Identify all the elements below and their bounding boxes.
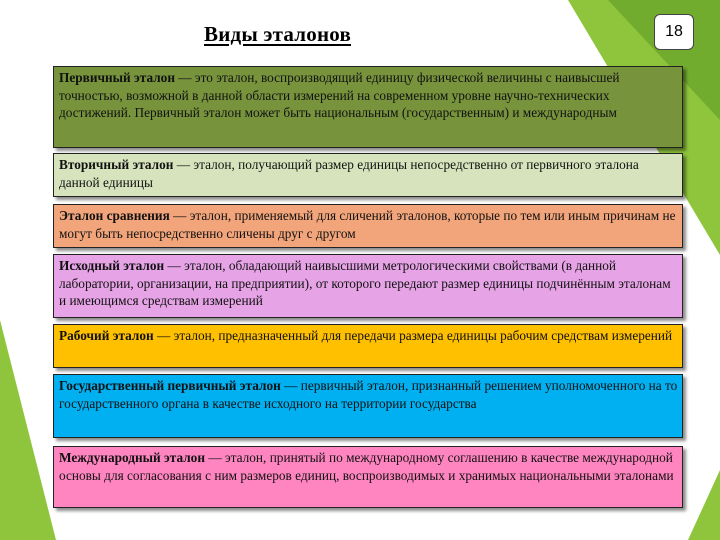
definition-term: Вторичный эталон [59,157,174,172]
definition-term: Государственный первичный эталон [59,378,281,393]
definition-text: — эталон, предназначенный для передачи размера единицы рабочим средствам измерений [153,328,673,343]
definition-term: Рабочий эталон [59,328,154,343]
definition-text: — эталон, применяемый для сличений эталонов, которые по тем или иным причинам не могут быть непосредственно сличены друг с другом [59,208,676,241]
definition-box-secondary [53,153,683,197]
definition-term: Эталон сравнения [59,208,170,223]
definition-term: Международный эталон [59,450,205,465]
definition-box-primary [53,66,683,148]
definition-term: Первичный эталон [59,70,175,85]
left-green-decoration [0,320,56,540]
definition-text: — первичный эталон, признанный решением уполномоченного на то государственного органа в качестве исходного на территории государства [59,378,678,411]
definition-text: — эталон, принятый по международному соглашению в качестве международной основы для согласования с ним размеров единиц, воспроизводимых и хранимых национальными эталонами [59,450,674,483]
definition-box-state-primary [53,374,683,438]
slide-title: Виды эталонов [204,22,352,46]
definition-term: Исходный эталон [59,258,165,273]
page-number: 18 [665,23,683,40]
definition-box-working [53,324,683,368]
page-number-badge [654,14,694,50]
definition-text: — эталон, получающий размер единицы непосредственно от первичного эталона данной единицы [59,157,639,190]
definition-box-international [53,446,683,508]
definition-box-comparison [53,204,683,248]
definition-box-source [53,254,683,318]
definition-text: — эталон, обладающий наивысшими метрологическими свойствами (в данной лаборатории, организации, на предприятии), от которого передают размер единицы подчинённым эталонам и имеющимся средствам измерений [59,258,671,308]
definition-text: — это эталон, воспроизводящий единицу физической величины с наивысшей точностью, возможной в данной области измерений на современном уровне научно-технических достижений. Первичный эталон может быть национальным (государственным) и международным [59,70,620,120]
